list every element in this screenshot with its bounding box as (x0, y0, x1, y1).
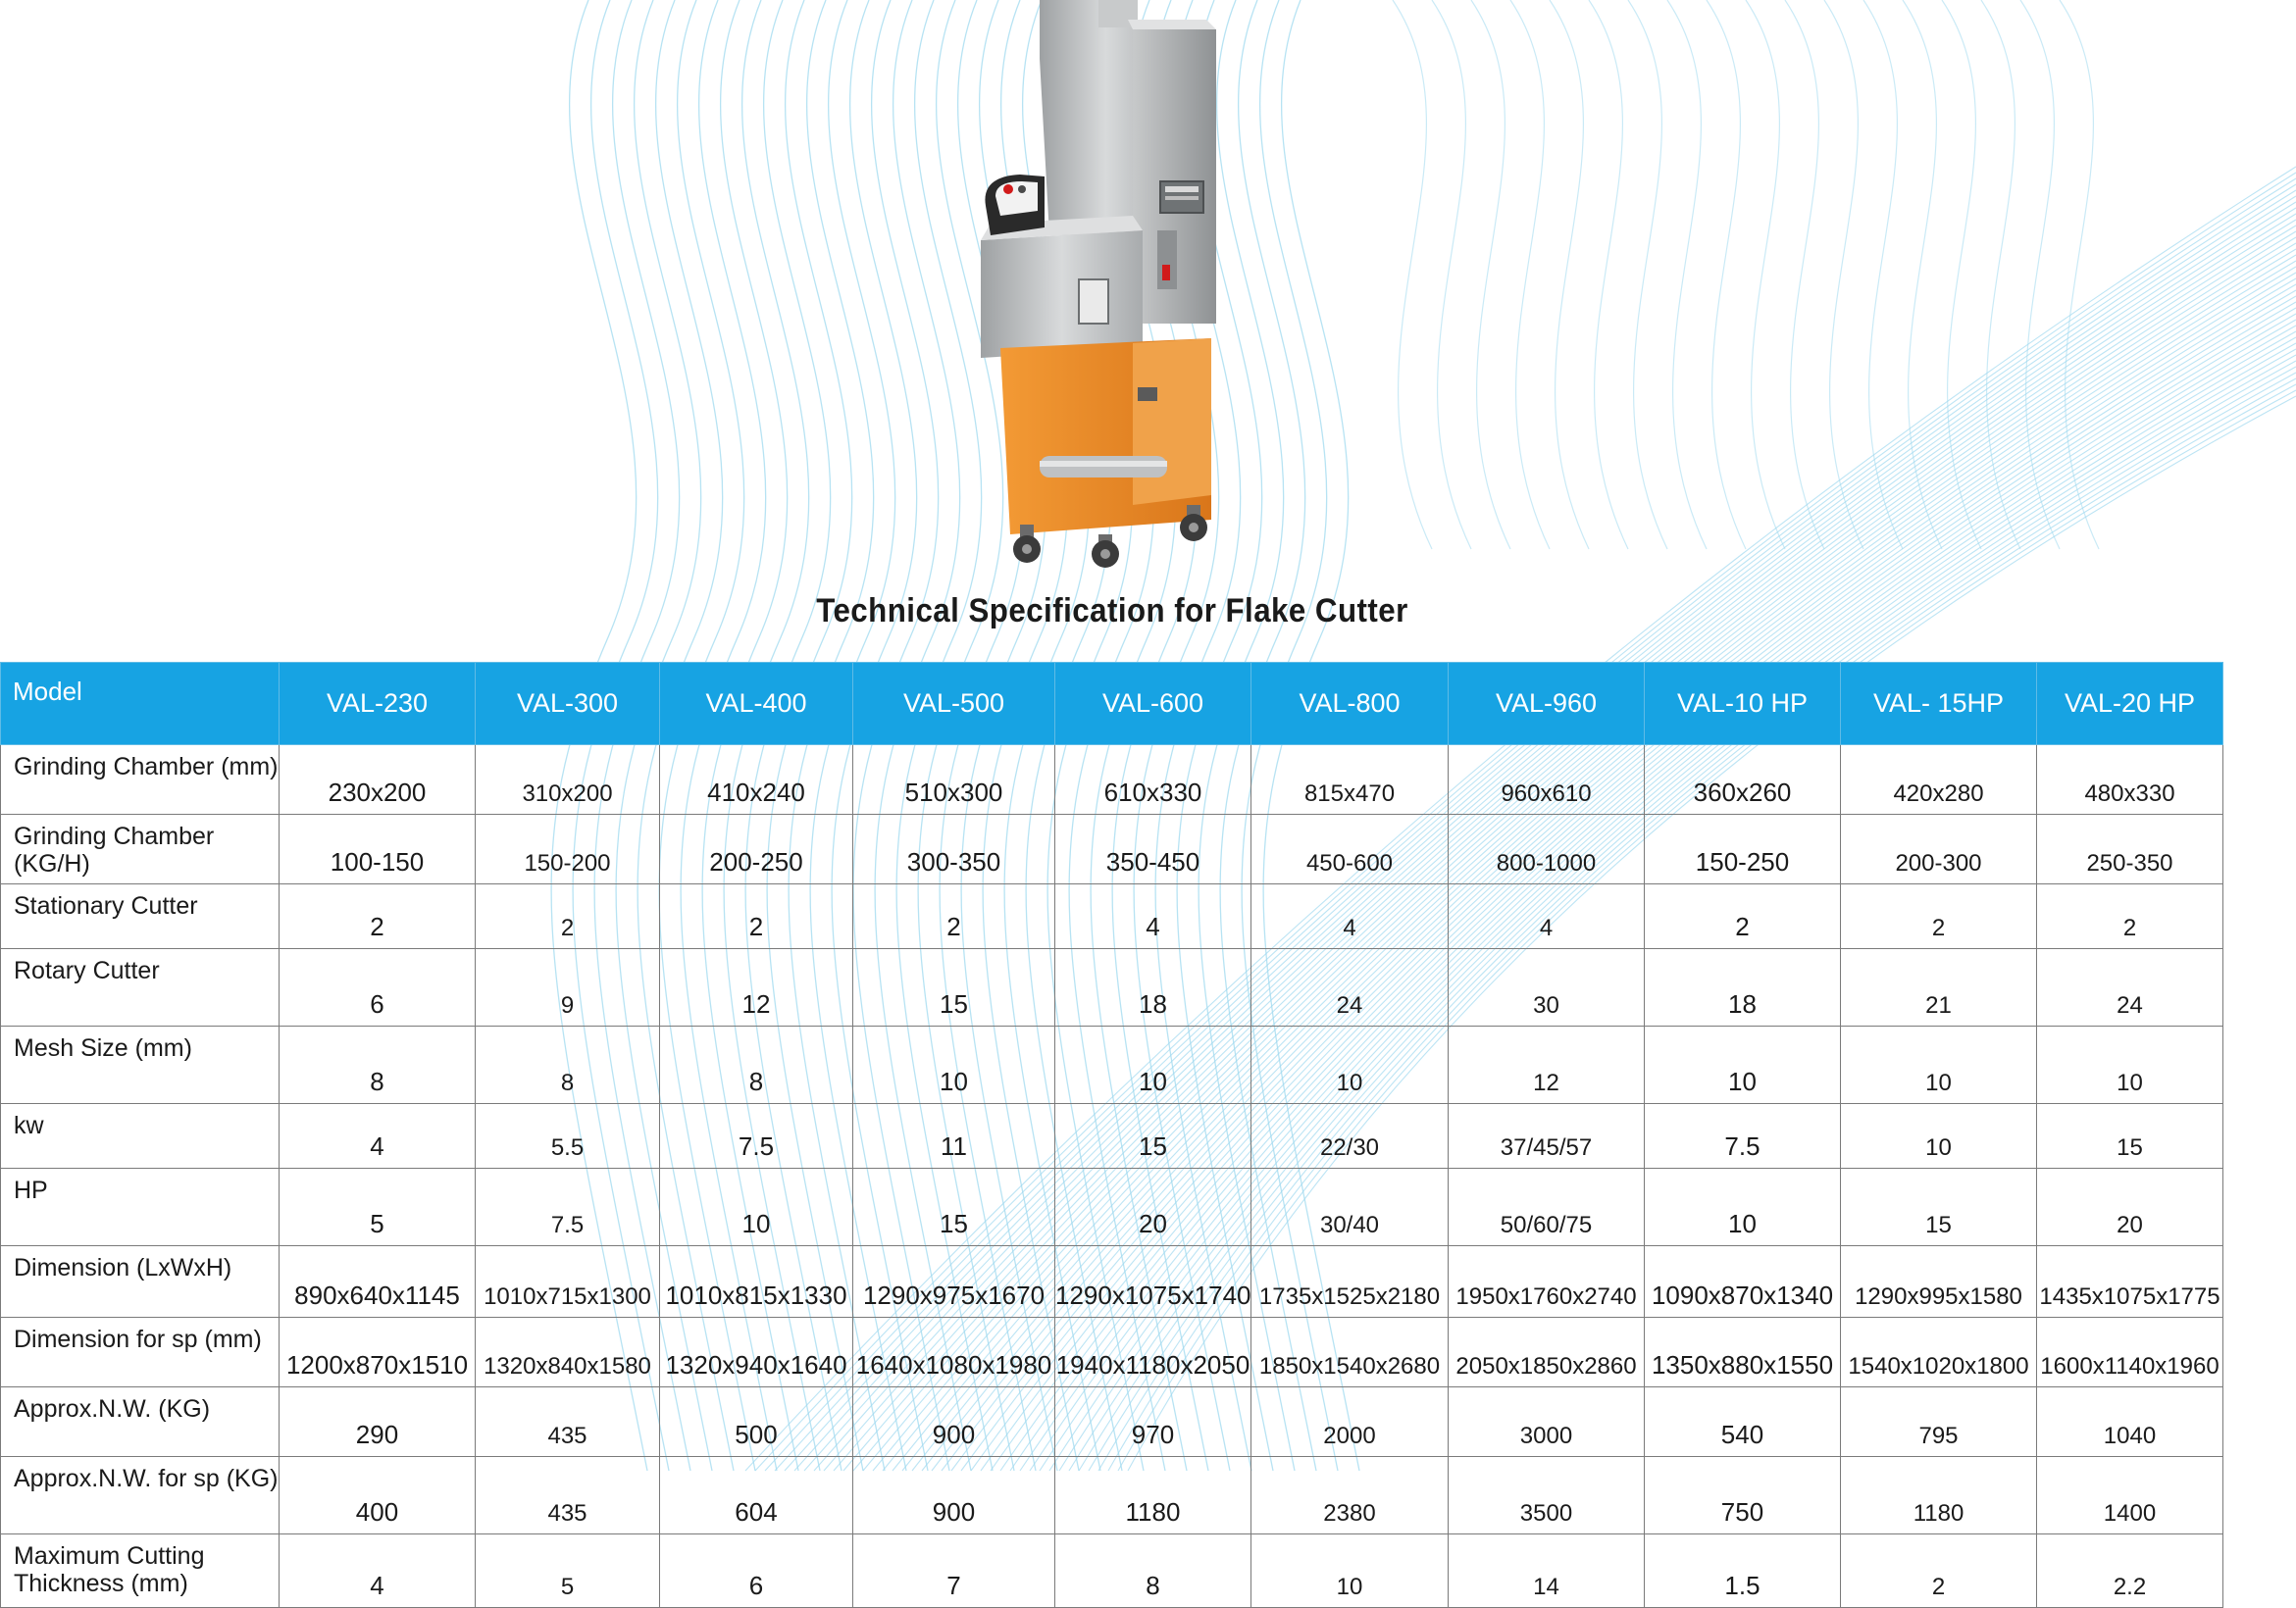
row-label: Rotary Cutter (1, 949, 280, 1027)
column-header: VAL-20 HP (2037, 663, 2223, 745)
table-cell: 2 (1645, 884, 1841, 949)
table-cell: 2 (853, 884, 1055, 949)
column-header: VAL-960 (1449, 663, 1645, 745)
page-title: Technical Specification for Flake Cutter (816, 592, 1408, 629)
table-cell: 2.2 (2037, 1534, 2223, 1608)
table-cell: 22/30 (1251, 1104, 1449, 1169)
table-row (1, 815, 2223, 884)
table-cell: 30/40 (1251, 1169, 1449, 1246)
table-cell: 1950x1760x2740 (1449, 1246, 1645, 1318)
row-label: kw (1, 1104, 280, 1169)
table-cell: 310x200 (476, 745, 660, 815)
row-label: Grinding Chamber (mm) (1, 745, 280, 815)
table-cell: 6 (280, 949, 476, 1027)
table-cell: 150-200 (476, 815, 660, 884)
table-cell: 14 (1449, 1534, 1645, 1608)
table-cell: 1320x840x1580 (476, 1318, 660, 1387)
table-row (1, 1457, 2223, 1534)
table-cell: 15 (853, 949, 1055, 1027)
table-cell: 300-350 (853, 815, 1055, 884)
table-cell: 360x260 (1645, 745, 1841, 815)
table-cell: 1540x1020x1800 (1841, 1318, 2037, 1387)
table-cell: 1640x1080x1980 (853, 1318, 1055, 1387)
table-cell: 750 (1645, 1457, 1841, 1534)
table-cell: 15 (1055, 1104, 1251, 1169)
table-cell: 540 (1645, 1387, 1841, 1457)
table-row (1, 745, 2223, 815)
table-cell: 350-450 (1055, 815, 1251, 884)
table-cell: 290 (280, 1387, 476, 1457)
table-cell: 6 (660, 1534, 853, 1608)
table-cell: 8 (280, 1027, 476, 1104)
wave-line (1393, 0, 1432, 549)
table-cell: 10 (2037, 1027, 2223, 1104)
table-cell: 10 (1251, 1027, 1449, 1104)
table-cell: 2 (660, 884, 853, 949)
spec-table (0, 662, 2223, 1608)
table-cell: 420x280 (1841, 745, 2037, 815)
table-cell: 21 (1841, 949, 2037, 1027)
wave-line (1981, 0, 2020, 549)
column-header: VAL-800 (1251, 663, 1449, 745)
table-cell: 7.5 (1645, 1104, 1841, 1169)
table-cell: 12 (660, 949, 853, 1027)
table-cell: 435 (476, 1387, 660, 1457)
column-header-model: Model (1, 663, 280, 745)
column-header: VAL-500 (853, 663, 1055, 745)
table-cell: 10 (1645, 1169, 1841, 1246)
table-cell: 10 (1645, 1027, 1841, 1104)
table-row (1, 1387, 2223, 1457)
table-cell: 1180 (1055, 1457, 1251, 1534)
table-cell: 10 (1841, 1027, 2037, 1104)
table-cell: 435 (476, 1457, 660, 1534)
row-label: Grinding Chamber (KG/H) (1, 815, 280, 884)
column-header: VAL-400 (660, 663, 853, 745)
table-cell: 2 (476, 884, 660, 949)
column-header: VAL-600 (1055, 663, 1251, 745)
wave-line (1471, 0, 1510, 549)
table-cell: 7.5 (476, 1169, 660, 1246)
table-cell: 230x200 (280, 745, 476, 815)
table-cell: 4 (280, 1534, 476, 1608)
table-cell: 200-300 (1841, 815, 2037, 884)
table-cell: 10 (1841, 1104, 2037, 1169)
wave-line (1707, 0, 1746, 549)
table-cell: 8 (476, 1027, 660, 1104)
table-cell: 24 (2037, 949, 2223, 1027)
table-cell: 18 (1645, 949, 1841, 1027)
table-cell: 1735x1525x2180 (1251, 1246, 1449, 1318)
table-row (1, 1534, 2223, 1608)
table-cell: 7 (853, 1534, 1055, 1608)
table-cell: 1320x940x1640 (660, 1318, 853, 1387)
table-cell: 250-350 (2037, 815, 2223, 884)
table-cell: 1180 (1841, 1457, 2037, 1534)
table-cell: 610x330 (1055, 745, 1251, 815)
table-cell: 5 (280, 1169, 476, 1246)
table-cell: 20 (2037, 1169, 2223, 1246)
table-cell: 3000 (1449, 1387, 1645, 1457)
wave-line (1589, 0, 1628, 549)
table-cell: 10 (1055, 1027, 1251, 1104)
table-cell: 7.5 (660, 1104, 853, 1169)
column-header: VAL- 15HP (1841, 663, 2037, 745)
table-cell: 1010x815x1330 (660, 1246, 853, 1318)
table-cell: 1010x715x1300 (476, 1246, 660, 1318)
table-cell: 2380 (1251, 1457, 1449, 1534)
table-cell: 1400 (2037, 1457, 2223, 1534)
table-cell: 1350x880x1550 (1645, 1318, 1841, 1387)
table-cell: 1200x870x1510 (280, 1318, 476, 1387)
column-header: VAL-10 HP (1645, 663, 1841, 745)
table-cell: 18 (1055, 949, 1251, 1027)
table-row (1, 1104, 2223, 1169)
table-cell: 10 (660, 1169, 853, 1246)
table-cell: 50/60/75 (1449, 1169, 1645, 1246)
row-label: Approx.N.W. (KG) (1, 1387, 280, 1457)
table-cell: 15 (1841, 1169, 2037, 1246)
table-cell: 2 (2037, 884, 2223, 949)
table-cell: 450-600 (1251, 815, 1449, 884)
table-cell: 1290x1075x1740 (1055, 1246, 1251, 1318)
table-cell: 5.5 (476, 1104, 660, 1169)
table-cell: 510x300 (853, 745, 1055, 815)
table-row (1, 1318, 2223, 1387)
table-cell: 900 (853, 1387, 1055, 1457)
table-cell: 20 (1055, 1169, 1251, 1246)
table-cell: 11 (853, 1104, 1055, 1169)
table-cell: 5 (476, 1534, 660, 1608)
wave-line (1785, 0, 1824, 549)
table-cell: 2 (1841, 1534, 2037, 1608)
row-label: Mesh Size (mm) (1, 1027, 280, 1104)
column-header: VAL-300 (476, 663, 660, 745)
table-cell: 8 (660, 1027, 853, 1104)
wave-line (1432, 0, 1471, 549)
table-cell: 500 (660, 1387, 853, 1457)
table-cell: 890x640x1145 (280, 1246, 476, 1318)
table-cell: 2 (1841, 884, 2037, 949)
table-cell: 480x330 (2037, 745, 2223, 815)
table-cell: 15 (853, 1169, 1055, 1246)
wave-line (1510, 0, 1550, 549)
table-cell: 4 (1449, 884, 1645, 949)
table-cell: 150-250 (1645, 815, 1841, 884)
table-cell: 2 (280, 884, 476, 949)
table-cell: 12 (1449, 1027, 1645, 1104)
table-cell: 900 (853, 1457, 1055, 1534)
table-cell: 604 (660, 1457, 853, 1534)
row-label: Dimension for sp (mm) (1, 1318, 280, 1387)
table-cell: 1.5 (1645, 1534, 1841, 1608)
table-cell: 4 (280, 1104, 476, 1169)
table-row (1, 1169, 2223, 1246)
table-cell: 15 (2037, 1104, 2223, 1169)
table-cell: 8 (1055, 1534, 1251, 1608)
table-cell: 1040 (2037, 1387, 2223, 1457)
table-cell: 2000 (1251, 1387, 1449, 1457)
wave-line (1550, 0, 1589, 549)
table-cell: 815x470 (1251, 745, 1449, 815)
table-cell: 10 (1251, 1534, 1449, 1608)
table-cell: 1290x995x1580 (1841, 1246, 2037, 1318)
table-cell: 800-1000 (1449, 815, 1645, 884)
table-cell: 410x240 (660, 745, 853, 815)
table-cell: 970 (1055, 1387, 1251, 1457)
row-label: Approx.N.W. for sp (KG) (1, 1457, 280, 1534)
table-cell: 1940x1180x2050 (1055, 1318, 1251, 1387)
flake-cutter-machine-image (961, 0, 1373, 569)
table-cell: 24 (1251, 949, 1449, 1027)
table-header-row (1, 663, 2223, 745)
wave-line (1746, 0, 1785, 549)
table-cell: 4 (1055, 884, 1251, 949)
table-cell: 960x610 (1449, 745, 1645, 815)
table-cell: 100-150 (280, 815, 476, 884)
table-cell: 2050x1850x2860 (1449, 1318, 1645, 1387)
row-label: Stationary Cutter (1, 884, 280, 949)
row-label: HP (1, 1169, 280, 1246)
row-label: Maximum Cutting Thickness (mm) (1, 1534, 280, 1608)
table-cell: 4 (1251, 884, 1449, 949)
table-cell: 30 (1449, 949, 1645, 1027)
table-cell: 1850x1540x2680 (1251, 1318, 1449, 1387)
table-cell: 1090x870x1340 (1645, 1246, 1841, 1318)
table-cell: 1435x1075x1775 (2037, 1246, 2223, 1318)
row-label: Dimension (LxWxH) (1, 1246, 280, 1318)
table-cell: 3500 (1449, 1457, 1645, 1534)
table-cell: 400 (280, 1457, 476, 1534)
table-row (1, 1246, 2223, 1318)
table-cell: 9 (476, 949, 660, 1027)
table-cell: 37/45/57 (1449, 1104, 1645, 1169)
column-header: VAL-230 (280, 663, 476, 745)
table-cell: 10 (853, 1027, 1055, 1104)
wave-line (1628, 0, 1667, 549)
table-row (1, 1027, 2223, 1104)
table-row (1, 949, 2223, 1027)
wave-line (1667, 0, 1707, 549)
table-cell: 795 (1841, 1387, 2037, 1457)
wave-line (1863, 0, 1903, 549)
table-cell: 1290x975x1670 (853, 1246, 1055, 1318)
table-cell: 1600x1140x1960 (2037, 1318, 2223, 1387)
table-row (1, 884, 2223, 949)
table-cell: 200-250 (660, 815, 853, 884)
